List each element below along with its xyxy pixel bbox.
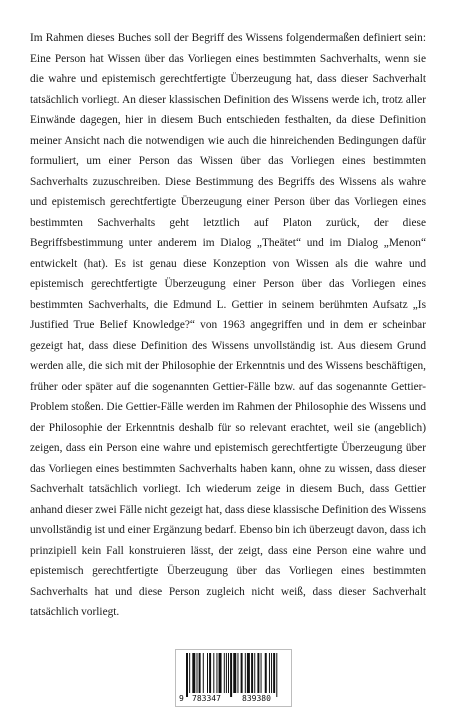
barcode-right-group: 839380: [242, 694, 271, 703]
blurb-text: Im Rahmen dieses Buches soll der Begriff des Wissens folgendermaßen definiert sein: Eine Person hat Wissen über das Vorliegen eines bestimmten Sachverhalts, wenn sie die wahre und epistemisch gerechtfertigte Überzeugung hat, dass dieser Sachverhalt tatsächlich vorliegt. An dieser klassischen Definition des Wissens werde ich, trotz aller Einwände dagegen, hier in diesem Buch entschieden festhalten, da diese Definition meiner Ansicht nach die notwendigen wie auch die hinreichenden Bedingungen dafür formuliert, um einer Person das Wissen über das Vorliegen eines bestimmten Sachverhalts zuzuschreiben. Diese Bestimmung des Begriffs des Wissens als wahre und epistemisch gerechtfertigte Überzeugung einer Person über das Vorliegen eines bestimmten Sachverhalts geht letztlich auf Platon zurück, der diese Begriffsbestimmung unter anderem im Dialog „Theätet“ und im Dialog „Menon“ entwickelt (hat). Es ist genau diese Konzeption von Wissen als die wahre und epistemisch gerechtfertigte Überzeugung einer Person über das Vorliegen eines bestimmten Sachverhalts, die Edmund L. Gettier in seinem berühmten Aufsatz „Is Justified True Belief Knowledge?“ von 1963 angegriffen und in dem er scheinbar gezeigt hat, dass diese Definition des Wissens unvollständig ist. Aus diesem Grund werden alle, die sich mit der Philosophie der Erkenntnis und des Wissens beschäftigen, früher oder später auf die sogenannten Gettier-Fälle bzw. auf das sogenannte Gettier-Problem stoßen. Die Gettier-Fälle werden im Rahmen der Philosophie des Wissens und der Philosophie der Erkenntnis deshalb für so relevant erachtet, weil sie (angeblich) zeigen, dass ein Person eine wahre und epistemisch gerechtfertigte Überzeugung über das Vorliegen eines bestimmten Sachverhalts haben kann, ohne zu wissen, dass dieser Sachverhalt tatsächlich vorliegt. Ich wiederum zeige in diesem Buch, dass Gettier anhand dieser zwei Fälle nicht gezeigt hat, dass diese klassische Definition des Wissens unvollständig ist und einer Ergänzung bedarf. Ebenso bin ich überzeugt davon, dass ich prinzipiell kein Fall konstruieren lässt, der zeigt, dass eine Person eine wahre und epistemisch gerechtfertigte Überzeugung über das Vorliegen eines bestimmten Sachverhalts hat und diese Person zugleich nicht weiß, dass dieser Sachverhalt tatsächlich vorliegt.: [30, 32, 426, 618]
barcode-bar: [247, 653, 250, 693]
barcode-bar: [228, 653, 229, 693]
barcode-bar: [271, 653, 272, 693]
barcode-bar: [219, 653, 222, 693]
barcode-bar: [230, 653, 232, 697]
barcode-bar: [265, 653, 267, 693]
isbn-barcode: [175, 649, 292, 707]
barcode-left-group: 783347: [192, 694, 221, 703]
barcode-bar: [241, 653, 243, 693]
barcode-bar: [276, 653, 277, 697]
barcode-bar: [245, 653, 246, 693]
barcode-bar: [224, 653, 225, 693]
barcode-bar: [257, 653, 259, 693]
barcode-bar: [216, 653, 217, 693]
barcode-bar: [186, 653, 188, 697]
barcode-bar: [273, 653, 275, 693]
barcode-bar: [192, 653, 195, 693]
barcode-digits: [176, 693, 293, 705]
barcode-bar: [233, 653, 236, 693]
barcode-bar: [261, 653, 262, 693]
barcode-lead-digit: 9: [179, 694, 184, 703]
barcode-bar: [237, 653, 238, 693]
barcode-bar: [199, 653, 201, 693]
barcode-bar: [207, 653, 208, 693]
barcode-bar: [213, 653, 214, 693]
barcode-bar: [209, 653, 211, 693]
barcode-bar: [254, 653, 255, 693]
barcode-bar: [269, 653, 270, 693]
barcode-bar: [189, 653, 190, 693]
barcode-bar: [226, 653, 227, 693]
barcode-bar: [197, 653, 198, 693]
barcode-bar: [203, 653, 204, 693]
barcode-bar: [251, 653, 253, 693]
